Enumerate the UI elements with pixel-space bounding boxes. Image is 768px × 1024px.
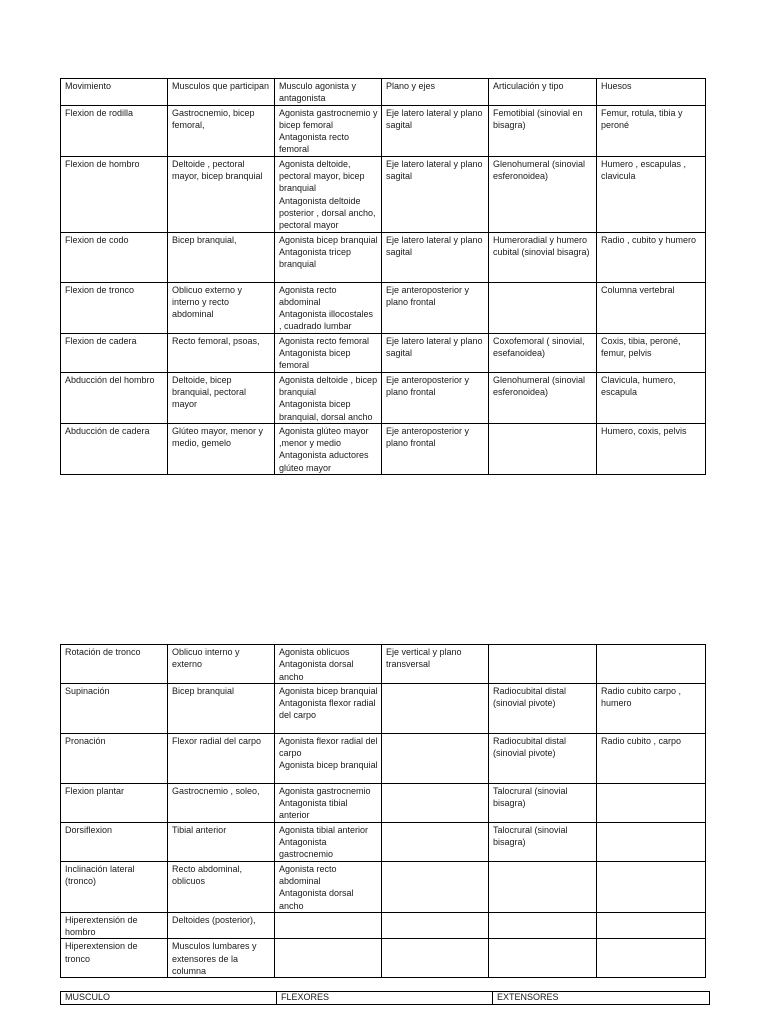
table-cell: Hiperextension de tronco (61, 939, 168, 978)
movement-table-1 (60, 78, 706, 475)
header-cell: Movimiento (61, 79, 168, 106)
table-cell: Supinación (61, 683, 168, 733)
table-cell: Eje anteroposterior y plano frontal (382, 372, 489, 423)
table-cell: Tibial anterior (168, 822, 275, 861)
table-cell: Oblicuo externo y interno y recto abdominal (168, 282, 275, 333)
table-cell: Dorsiflexion (61, 822, 168, 861)
table-row (61, 783, 706, 822)
table-cell (382, 939, 489, 978)
table-cell (382, 783, 489, 822)
table-row (61, 912, 706, 939)
table-cell: Flexion de hombro (61, 156, 168, 232)
table-cell: Radio cubito , carpo (597, 733, 706, 783)
table-cell: Deltoides (posterior), (168, 912, 275, 939)
table-cell: Radiocubital distal (sinovial pivote) (489, 683, 597, 733)
header-cell: Musculo agonista y antagonista (275, 79, 382, 106)
table-row (61, 333, 706, 372)
table-cell: Pronación (61, 733, 168, 783)
table-cell (382, 822, 489, 861)
table-cell (489, 645, 597, 684)
table-cell: Recto femoral, psoas, (168, 333, 275, 372)
table-row (61, 861, 706, 912)
table-cell (382, 912, 489, 939)
table-cell: Agonista recto abdominal Antagonista illocostales , cuadrado lumbar (275, 282, 382, 333)
table-cell: Abducción del hombro (61, 372, 168, 423)
table-cell: Agonista bicep branquial Antagonista tricep branquial (275, 232, 382, 282)
table-cell (489, 282, 597, 333)
table-cell (597, 822, 706, 861)
table-cell: Coxis, tibia, peroné, femur, pelvis (597, 333, 706, 372)
table-row (61, 645, 706, 684)
table-row (61, 683, 706, 733)
table-cell: Flexion plantar (61, 783, 168, 822)
table-row (61, 232, 706, 282)
table-cell: Humeroradial y humero cubital (sinovial bisagra) (489, 232, 597, 282)
table-cell: Gastrocnemio , soleo, (168, 783, 275, 822)
table-cell: Agonista flexor radial del carpo Agonista bicep branquial (275, 733, 382, 783)
table-cell: Flexion de cadera (61, 333, 168, 372)
header-cell: MUSCULO (61, 992, 277, 1005)
table-cell (382, 683, 489, 733)
table-cell: Coxofemoral ( sinovial, esefanoidea) (489, 333, 597, 372)
table-cell (597, 861, 706, 912)
table-cell: Eje vertical y plano transversal (382, 645, 489, 684)
table-cell (597, 645, 706, 684)
header-cell: EXTENSORES (493, 992, 710, 1005)
table-cell (597, 783, 706, 822)
table-row (61, 822, 706, 861)
table-cell (382, 861, 489, 912)
table-cell: Eje latero lateral y plano sagital (382, 156, 489, 232)
table-cell (275, 912, 382, 939)
table-cell (382, 733, 489, 783)
table-cell (597, 939, 706, 978)
table-cell: Flexion de tronco (61, 282, 168, 333)
table-cell: Eje anteroposterior y plano frontal (382, 282, 489, 333)
table-cell: Agonista tibial anterior Antagonista gastrocnemio (275, 822, 382, 861)
table-cell: Musculos lumbares y extensores de la columna (168, 939, 275, 978)
table-cell: Radiocubital distal (sinovial pivote) (489, 733, 597, 783)
table-cell: Glenohumeral (sinovial esferonoidea) (489, 372, 597, 423)
table-cell: Glúteo mayor, menor y medio, gemelo (168, 423, 275, 474)
table-cell: Agonista recto abdominal Antagonista dorsal ancho (275, 861, 382, 912)
table-cell: Eje anteroposterior y plano frontal (382, 423, 489, 474)
table-cell: Gastrocnemio, bicep femoral, (168, 105, 275, 156)
table-cell: Eje latero lateral y plano sagital (382, 232, 489, 282)
table-cell: Inclinación lateral (tronco) (61, 861, 168, 912)
table-cell (489, 861, 597, 912)
table-row (61, 939, 706, 978)
table-row (61, 156, 706, 232)
table-cell: Agonista recto femoral Antagonista bicep femoral (275, 333, 382, 372)
header-cell: Musculos que participan (168, 79, 275, 106)
table-cell: Talocrural (sinovial bisagra) (489, 822, 597, 861)
table-cell: Femotibial (sinovial en bisagra) (489, 105, 597, 156)
table-cell: Bicep branquial (168, 683, 275, 733)
table-cell (275, 939, 382, 978)
table-cell: Agonista glúteo mayor ,menor y medio Antagonista aductores glúteo mayor (275, 423, 382, 474)
table-row (61, 105, 706, 156)
table-cell: Eje latero lateral y plano sagital (382, 105, 489, 156)
table-cell: Flexion de rodilla (61, 105, 168, 156)
table-cell: Flexor radial del carpo (168, 733, 275, 783)
table-cell: Oblicuo interno y externo (168, 645, 275, 684)
movement-table-2 (60, 644, 706, 978)
table-cell: Columna vertebral (597, 282, 706, 333)
table-row (61, 733, 706, 783)
table-cell: Radio cubito carpo , humero (597, 683, 706, 733)
table-cell: Agonista deltoide , bicep branquial Antagonista bicep branquial, dorsal ancho (275, 372, 382, 423)
table-cell: Humero, coxis, pelvis (597, 423, 706, 474)
table-cell: Rotación de tronco (61, 645, 168, 684)
table-header-row (61, 79, 706, 106)
table-cell: Agonista gastrocnemio y bicep femoral Antagonista recto femoral (275, 105, 382, 156)
table-cell: Abducción de cadera (61, 423, 168, 474)
table-cell: Agonista bicep branquial Antagonista flexor radial del carpo (275, 683, 382, 733)
table-cell (489, 939, 597, 978)
table-cell: Eje latero lateral y plano sagital (382, 333, 489, 372)
table-cell: Talocrural (sinovial bisagra) (489, 783, 597, 822)
table-row (61, 372, 706, 423)
table-cell: Clavicula, humero, escapula (597, 372, 706, 423)
table-cell (489, 912, 597, 939)
table-row (61, 423, 706, 474)
table-cell: Hiperextensión de hombro (61, 912, 168, 939)
header-cell: Articulación y tipo (489, 79, 597, 106)
table-cell: Agonista gastrocnemio Antagonista tibial anterior (275, 783, 382, 822)
muscle-classification-table (60, 991, 710, 1005)
table-cell: Deltoide , pectoral mayor, bicep branquial (168, 156, 275, 232)
table-row (61, 282, 706, 333)
table-cell: Agonista oblicuos Antagonista dorsal ancho (275, 645, 382, 684)
table-cell: Recto abdominal, oblicuos (168, 861, 275, 912)
header-cell: Huesos (597, 79, 706, 106)
table-cell: Glenohumeral (sinovial esferonoidea) (489, 156, 597, 232)
table-cell: Radio , cubito y humero (597, 232, 706, 282)
table-cell: Agonista deltoide, pectoral mayor, bicep branquial Antagonista deltoide posterior , dorsal ancho, pectoral mayor (275, 156, 382, 232)
table-header-row (61, 992, 710, 1005)
table-cell: Flexion de codo (61, 232, 168, 282)
header-cell: Plano y ejes (382, 79, 489, 106)
header-cell: FLEXORES (277, 992, 493, 1005)
table-cell (597, 912, 706, 939)
table-cell: Femur, rotula, tibia y peroné (597, 105, 706, 156)
table-cell: Bicep branquial, (168, 232, 275, 282)
table-cell (489, 423, 597, 474)
table-cell: Deltoide, bicep branquial, pectoral mayor (168, 372, 275, 423)
table-cell: Humero , escapulas , clavicula (597, 156, 706, 232)
